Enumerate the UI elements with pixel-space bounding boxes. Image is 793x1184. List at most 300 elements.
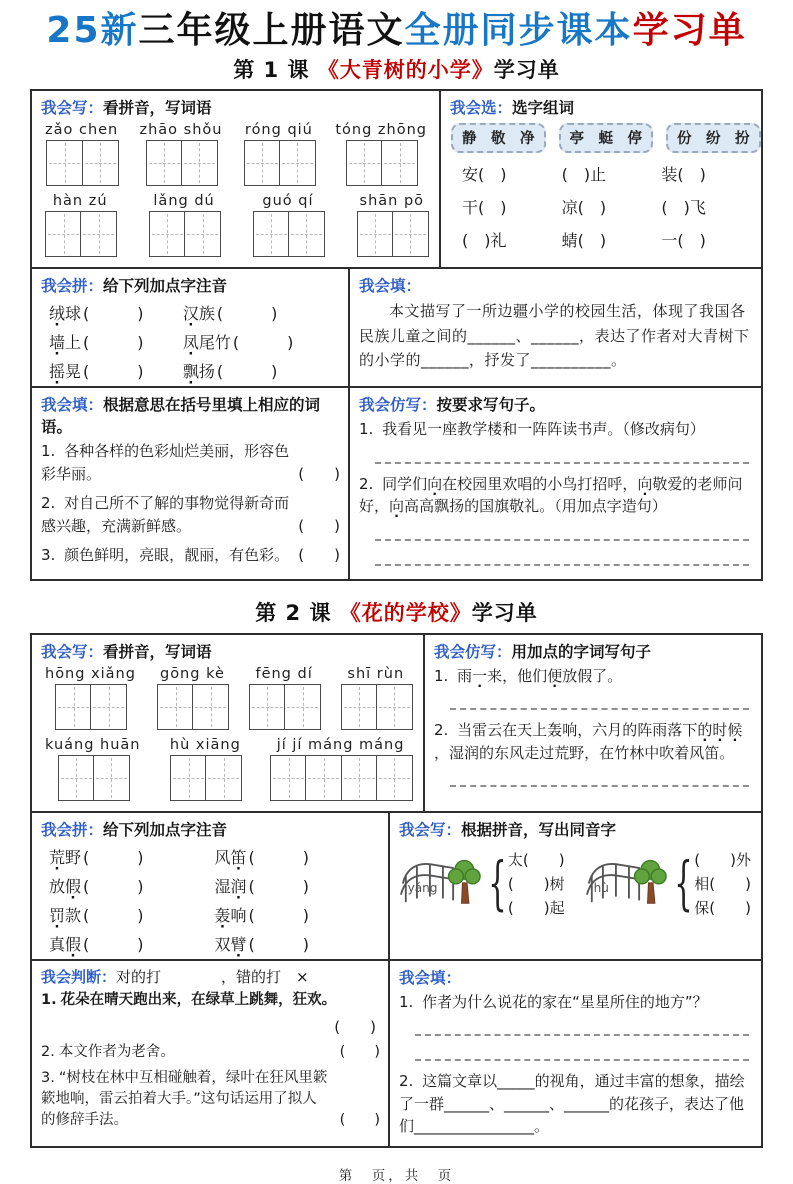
char: ， (374, 497, 390, 516)
char: 真 (49, 934, 66, 954)
char: 的 (682, 474, 698, 493)
item-text: 各种各样的色彩灿烂美丽，形容色彩华丽。 (41, 442, 290, 483)
choose-word-items (450, 160, 753, 253)
char: 老 (697, 474, 713, 493)
char: 看 (397, 420, 413, 439)
writing-grid (170, 755, 240, 801)
char: 过 (539, 743, 555, 762)
dotted-word (49, 848, 81, 867)
writing-grid-cell (149, 211, 186, 257)
title-part: 学习单 (632, 10, 747, 51)
item-number: 2. (399, 1072, 419, 1091)
writing-grid (149, 211, 219, 257)
section-label: 我会拼： (41, 820, 104, 839)
answer-line (375, 525, 749, 541)
grid-dash-vertical (76, 758, 77, 798)
char: 敬 (509, 497, 525, 516)
dotted-sentence (359, 475, 742, 516)
answer-paren-line: ( ) (334, 1017, 376, 1036)
char: 放 (562, 666, 578, 685)
dotted-word (215, 848, 247, 867)
dotted-word (183, 333, 231, 352)
answer-paren: ( ) (298, 464, 340, 483)
grid-dash-vertical (262, 143, 263, 183)
section-label: 我会填： (399, 968, 462, 987)
char: 林 (629, 743, 645, 762)
writing-grid-cell (45, 211, 82, 257)
pinyin-word-block (270, 737, 411, 801)
char: 笛 (704, 743, 720, 762)
section-fill-lesson2 (388, 961, 761, 1146)
section-desc: 根据拼音，写出同音字 (461, 820, 617, 839)
char: 在 (599, 743, 615, 762)
writing-grid-cell (82, 140, 119, 186)
writing-grid-cell (58, 755, 95, 801)
choose-item: 安( ) (462, 165, 507, 185)
char: 。 (607, 666, 623, 685)
writing-grid-cell (46, 140, 83, 186)
char: 阵 (547, 420, 563, 439)
zhuyin-item (49, 301, 183, 324)
char: ， (434, 743, 450, 762)
section-fill-meaning-lesson1 (32, 388, 348, 579)
section-desc: 根据意思在括号里填上相应的词语。 (41, 396, 321, 437)
fill-paragraph: 本文描写了一所边疆小学的校园生活，体现了我国各民族儿童之间的______、______，表达了作者对大青树下的小学的______，抒发了__________。 (359, 302, 750, 369)
section-write-lesson2 (32, 635, 423, 811)
char: 假 (577, 666, 593, 685)
writing-grid-cell (93, 755, 130, 801)
writing-grid-cell (146, 140, 183, 186)
pinyin-grid-area (41, 121, 431, 258)
item-text: 本文作者为老舍。 (58, 1043, 175, 1060)
section-desc: 用加点的字词写句子 (511, 642, 652, 661)
char: 用 (561, 497, 577, 516)
choose-item: 凉( ) (561, 198, 607, 218)
writing-grid-cell (270, 755, 307, 801)
char: 。 (719, 743, 735, 762)
char: 落 (667, 721, 683, 740)
char: 师 (712, 474, 728, 493)
writing-grid-cell (249, 684, 286, 730)
pinyin-word-block (244, 122, 314, 186)
char: 湿 (449, 743, 465, 762)
char: 晃 (65, 362, 82, 382)
lesson2-heading-part: 第 2 课 (255, 600, 340, 625)
writing-grid (157, 684, 227, 730)
char: 双 (214, 934, 231, 954)
char: ， (622, 474, 638, 493)
section-write-lesson1 (32, 91, 439, 267)
homophone-item: ( )起 (507, 898, 565, 917)
char: 问 (727, 474, 743, 493)
char: 校 (457, 474, 473, 493)
section-header (399, 818, 753, 840)
char: 加 (576, 497, 592, 516)
char: 六 (592, 721, 608, 740)
char: 教 (457, 420, 473, 439)
writing-grid-cell (376, 755, 413, 801)
pinyin-word-block (149, 193, 219, 257)
char: 阵 (637, 721, 653, 740)
char: 句 (674, 420, 690, 439)
page-title (30, 10, 763, 51)
homophone-item: 太( ) (507, 850, 565, 869)
char: 打 (577, 474, 593, 493)
grid-dash-vertical (203, 214, 204, 254)
fill-item-list (399, 991, 753, 1138)
meaning-item (41, 440, 340, 485)
answer-paren: ( ) (216, 362, 278, 382)
zhuyin-item (49, 845, 215, 868)
section-label: 我会仿写： (359, 396, 437, 415)
grid-dash-vertical (394, 687, 395, 727)
char: 鸟 (562, 474, 578, 493)
char: 野 (65, 847, 82, 867)
item-text: 作者为什么说花的家在“星星所住的地方”？ (422, 992, 708, 1011)
grid-dash-vertical (211, 687, 212, 727)
answer-line (415, 1020, 749, 1036)
lesson2-table (30, 633, 763, 1148)
writing-grid-cell (357, 211, 394, 257)
grid-dash-vertical (189, 758, 190, 798)
char: ） (689, 420, 705, 439)
char: 和 (502, 420, 518, 439)
section-desc: 按要求写句子。 (436, 396, 546, 415)
sentence-item (434, 719, 753, 764)
grid-dash-vertical (271, 214, 272, 254)
grid-dash-vertical (297, 143, 298, 183)
writing-grid-cell (305, 755, 342, 801)
char: 下 (682, 721, 698, 740)
char: 凤 (182, 333, 199, 353)
item-number: 2. (359, 474, 379, 493)
char: 墙 (49, 333, 66, 353)
item-number: 1. (399, 992, 419, 1011)
char: 我 (382, 420, 398, 439)
grid-dash-vertical (364, 143, 365, 183)
writing-grid-cell (376, 684, 413, 730)
pinyin-word-block (45, 122, 118, 186)
zhuyin-item (49, 932, 215, 955)
choose-item: 蜻( ) (561, 231, 607, 251)
pinyin-text: róng qiú (244, 122, 313, 139)
char: 国 (479, 497, 495, 516)
writing-grid (58, 755, 128, 801)
grid-dash-vertical (99, 214, 100, 254)
answer-line (375, 448, 749, 464)
answer-line (375, 550, 749, 566)
section-desc: 选字组词 (512, 99, 575, 118)
section-label: 我会仿写： (434, 642, 512, 661)
pinyin-grid-area (41, 665, 415, 802)
zhuyin-item (215, 903, 381, 926)
pinyin-text: zhāo shǒu (139, 122, 223, 139)
sentence-item (359, 473, 753, 518)
pinyin-word-block (139, 122, 222, 186)
grid-dash-vertical (267, 687, 268, 727)
writing-grid-cell (341, 684, 378, 730)
answer-paren: ( ) (298, 516, 340, 535)
section-header (41, 274, 340, 296)
char: 的 (464, 497, 480, 516)
section-mimic-lesson1 (348, 388, 761, 579)
answer-paren: ( ) (298, 546, 340, 565)
homophone-item: ( )树 (507, 874, 565, 893)
char: 在 (442, 474, 458, 493)
homophone-group (585, 849, 751, 918)
section-desc: 给下列加点字注音 (103, 277, 228, 296)
section-header (41, 96, 431, 118)
section-desc: 看拼音，写词语 (103, 99, 212, 118)
dotted-word (49, 362, 81, 381)
section-header (434, 640, 753, 662)
writing-grid-cell (253, 211, 290, 257)
pinyin-word-block (253, 193, 323, 257)
char: 点 (591, 497, 607, 516)
pinyin-text: zǎo chen (45, 122, 119, 139)
grid-dash-vertical (100, 143, 101, 183)
pinyin-text: gōng kè (159, 665, 225, 682)
homophone-groups (399, 843, 753, 918)
dotted-word (215, 935, 247, 954)
char: 云 (487, 721, 503, 740)
char: 雷 (472, 721, 488, 740)
svg-text:yáng: yáng (407, 881, 438, 896)
zhuyin-item (215, 874, 381, 897)
grid-dash-vertical (324, 758, 325, 798)
writing-grid-cell (381, 140, 418, 186)
zhuyin-item-list (41, 299, 340, 382)
answer-paren: ( ) (339, 1043, 380, 1060)
dotted-sentence (457, 667, 622, 685)
writing-grid-cell (184, 211, 221, 257)
char: 阵 (532, 420, 548, 439)
answer-paren: ( ) (339, 1111, 380, 1128)
char: 修 (629, 420, 645, 439)
grid-dash-vertical (65, 143, 66, 183)
item-number: 2. (41, 1043, 55, 1060)
char: 响 (230, 905, 247, 925)
char: 荒 (554, 743, 570, 762)
char: 高 (419, 497, 435, 516)
sentence-item (359, 418, 753, 441)
char: 的 (697, 721, 713, 740)
choose-item: 装( ) (661, 165, 706, 185)
char: 招 (592, 474, 608, 493)
pinyin-word-block (45, 666, 136, 730)
answer-line (450, 771, 749, 787)
pinyin-word-block (249, 666, 319, 730)
grid-dash-vertical (199, 143, 200, 183)
dotted-sentence (382, 420, 705, 438)
section-choose-lesson1 (439, 91, 761, 267)
char: 礼 (524, 497, 540, 516)
writing-grid (249, 684, 319, 730)
writing-grid-cell (80, 211, 117, 257)
zhuyin-item (49, 903, 215, 926)
lesson1-row-bottom (32, 386, 761, 579)
fill-item (399, 991, 753, 1014)
char: 改 (644, 420, 660, 439)
char: 汉 (182, 304, 199, 324)
section-label: 我会写： (399, 820, 462, 839)
writing-grid (346, 140, 416, 186)
lesson1-heading-part: 学习单 (493, 58, 560, 83)
char: 湿 (214, 876, 231, 896)
lesson2-heading-part: 《花的学校》 (339, 600, 472, 625)
writing-grid (270, 755, 411, 801)
char: 润 (464, 743, 480, 762)
lesson1-heading-part: 《大青树的小学》 (317, 58, 494, 83)
writing-grid-cell (288, 211, 325, 257)
homophone-group (399, 849, 565, 918)
section-mimic-lesson2 (423, 635, 761, 811)
dotted-word (49, 304, 81, 323)
fence-tree-icon (399, 855, 485, 911)
char: 飘 (434, 497, 450, 516)
pinyin-text: shī rùn (347, 665, 405, 682)
lesson1-heading (30, 54, 763, 84)
writing-grid-cell (181, 140, 218, 186)
char: 候 (727, 721, 743, 740)
char: 向 (389, 497, 405, 516)
section-label: 我会选： (450, 99, 513, 118)
lesson2-row-bottom (32, 959, 761, 1146)
pinyin-word-block (341, 666, 411, 730)
writing-grid (45, 211, 115, 257)
grid-dash-vertical (359, 687, 360, 727)
char: 风 (509, 743, 525, 762)
lesson2-heading (30, 597, 763, 627)
char: 了 (592, 666, 608, 685)
zhuyin-item (49, 359, 183, 382)
grid-dash-vertical (303, 687, 304, 727)
char: 野 (569, 743, 585, 762)
section-header (41, 966, 380, 987)
grid-dash-vertical (289, 758, 290, 798)
zhuyin-item (215, 932, 381, 955)
char: ， (502, 666, 518, 685)
lesson1-heading-part: 第 1 课 (233, 58, 318, 83)
char: 上 (65, 333, 82, 353)
pinyin-word-block (170, 737, 241, 801)
dotted-word (49, 877, 81, 896)
section-desc: 给下列加点字注音 (103, 820, 228, 839)
item-number: 3. (41, 546, 61, 565)
char: 笛 (230, 847, 247, 867)
dotted-sentence (434, 721, 742, 762)
judge-item-list (41, 990, 380, 1131)
writing-grid (55, 684, 125, 730)
writing-grid (357, 211, 427, 257)
section-header (399, 966, 753, 988)
char: 一 (472, 666, 488, 685)
char: 放 (49, 876, 66, 896)
answer-paren: ( ) (83, 876, 144, 896)
fill-item (399, 1070, 753, 1138)
writing-grid-cell (157, 684, 194, 730)
section-fill-lesson1 (348, 269, 761, 386)
writing-grid (253, 211, 323, 257)
writing-grid (244, 140, 314, 186)
char: 轰 (547, 721, 563, 740)
writing-grid (46, 140, 116, 186)
grid-dash-vertical (410, 214, 411, 254)
writing-grid (341, 684, 411, 730)
item-text: 花朵在晴天跑出来，在绿草上跳舞，狂欢。 (60, 991, 337, 1008)
char: 里 (487, 474, 503, 493)
grid-dash-vertical (176, 687, 177, 727)
char: 族 (198, 304, 215, 324)
char: 楼 (487, 420, 503, 439)
char: 时 (712, 721, 728, 740)
pinyin-word-block (357, 193, 427, 257)
pinyin-text: jí jí máng máng (276, 736, 405, 753)
dotted-word (49, 333, 81, 352)
lesson1-row-top (32, 91, 761, 267)
pinyin-word-block (335, 122, 427, 186)
writing-grid-cell (205, 755, 242, 801)
writing-grid-cell (346, 140, 383, 186)
section-homophone-lesson2 (388, 813, 761, 959)
choose-item: ( )飞 (661, 198, 706, 218)
pinyin-row (41, 192, 431, 258)
char: 飘 (182, 362, 199, 382)
writing-grid-cell (170, 755, 207, 801)
char: 学 (472, 420, 488, 439)
meaning-item (41, 544, 340, 567)
char: 书 (577, 420, 593, 439)
writing-grid-cell (392, 211, 429, 257)
lesson2-heading-part: 学习单 (471, 600, 538, 625)
zhuyin-item (215, 845, 381, 868)
item-number: 1. (41, 442, 61, 461)
pinyin-text: tóng zhōng (335, 122, 427, 139)
pinyin-text: fēng dí (255, 665, 313, 682)
char: 读 (562, 420, 578, 439)
char: 绒 (49, 304, 66, 324)
answer-paren: ( ) (83, 934, 144, 954)
char: 一 (517, 420, 533, 439)
answer-paren: ( ) (83, 905, 144, 925)
homophone-item-list (508, 849, 565, 918)
sentence-item-list (359, 418, 753, 566)
char: 中 (644, 743, 660, 762)
char: 着 (674, 743, 690, 762)
title-part: 三年级上册语文 (138, 10, 405, 51)
writing-grid-cell (90, 684, 127, 730)
char: 响 (562, 721, 578, 740)
section-header (41, 640, 415, 662)
answer-paren: ( ) (83, 362, 144, 382)
section-header (450, 96, 753, 118)
pinyin-text: shān pō (359, 193, 425, 210)
char: （ (554, 497, 562, 516)
judge-item (41, 990, 380, 1011)
option-box: 份 纷 扮 (666, 123, 761, 153)
homophone-item-list (694, 849, 751, 918)
writing-grid-cell (244, 140, 281, 186)
char: 的 (622, 721, 638, 740)
char: 月 (607, 721, 623, 740)
item-text: 这篇文章以_____的视角，通过丰富的想象，描绘了一群______、______、______的花孩子，表达了他们________________。 (399, 1072, 745, 1136)
title-part: 全册同步课本 (404, 10, 633, 51)
char: 吹 (659, 743, 675, 762)
pinyin-word-block (157, 666, 227, 730)
answer-paren: ( ) (83, 304, 144, 324)
meaning-item-list (41, 440, 340, 567)
grid-dash-vertical (111, 758, 112, 798)
